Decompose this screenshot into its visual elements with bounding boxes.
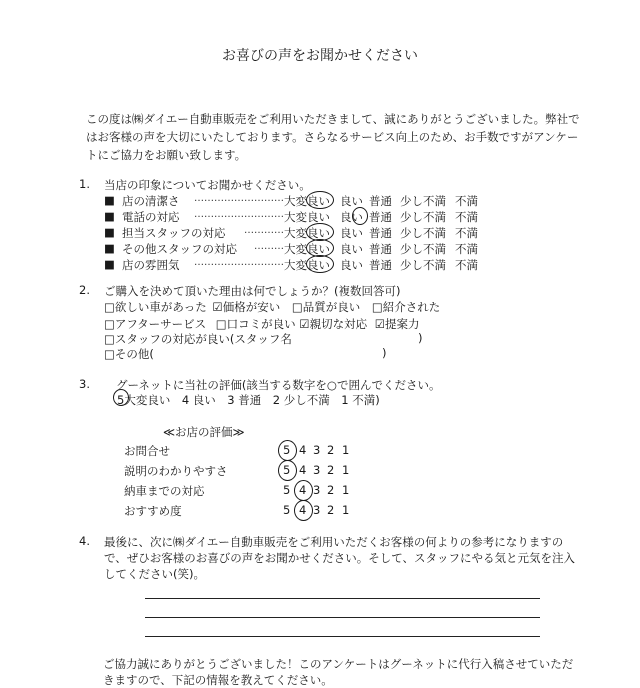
q3-rating-4[interactable]: 4 [299,463,307,477]
q1-option-4[interactable]: 不満 [455,242,478,256]
checkbox-want-car[interactable]: □ [104,300,115,314]
checkbox-good-quality[interactable]: □ [291,300,303,314]
q3-item-label: おすすめ度 [124,504,182,518]
q1-item-label: 担当スタッフの対応 [122,226,226,240]
intro-line-1: この度は㈱ダイエー自動車販売をご利用いただきまして、誠にありがとうございました。弊社で [86,112,580,126]
q2-other-row [104,346,154,362]
footer-line-1: ご協力誠にありがとうございました！このアンケートはグーネットに代行入稿させていただ [103,657,574,671]
q3-scale-circle [113,389,129,406]
q3-item-label: 納車までの対応 [124,484,205,498]
q1-option-0[interactable]: 大変良い [284,226,330,240]
q3-answer-circle [294,500,313,521]
q2-question: ご購入を決めて頂いた理由は何でしょうか？(複数回答可) [104,284,401,298]
q3-section-title: ≪お店の評価≫ [163,425,245,439]
q1-option-2[interactable]: 普通 [369,258,392,272]
checkbox-cheap-price[interactable]: ☑ [212,300,223,314]
q1-question: 当店の印象についてお聞かせください。 [104,178,311,192]
q3-rating-1[interactable]: 1 [342,463,350,477]
q1-option-3[interactable]: 少し不満 [400,194,446,208]
q1-option-4[interactable]: 不満 [455,226,478,240]
q3-scale: 5大変良い 4 良い 3 普通 2 少し不満 1 不満) [117,393,380,407]
q1-option-1[interactable]: 良い [340,210,363,224]
q1-item-label: 店の清潔さ [122,194,180,208]
answer-line-1[interactable] [145,598,540,599]
q1-bullet: ■ [104,193,115,207]
q1-bullet: ■ [104,209,115,223]
q3-rating-5[interactable]: 5 [283,443,291,457]
q1-option-3[interactable]: 少し不満 [400,242,446,256]
q1-option-2[interactable]: 普通 [369,194,392,208]
q3-answer-circle [278,460,297,481]
checkbox-other[interactable]: □ [104,347,115,361]
q1-option-3[interactable]: 少し不満 [400,210,446,224]
q3-rating-3[interactable]: 3 [313,503,321,517]
q1-item-label: 電話の対応 [122,210,180,224]
q1-option-0[interactable]: 大変良い [284,194,330,208]
option-reviews: 口コミが良い [226,317,296,331]
checkbox-kind-service[interactable]: ☑ [299,317,310,331]
q3-rating-1[interactable]: 1 [342,443,350,457]
q3-question: グーネットに当社の評価(該当する数字を○で囲んでください。 [116,378,441,392]
footer-line-2: きますので、下記の情報を教えてください。 [103,673,333,687]
q4-number: 4. [79,534,90,548]
q4-line-3: してください(笑)。 [104,567,205,581]
q1-option-2[interactable]: 普通 [369,226,392,240]
q3-rating-5[interactable]: 5 [283,463,291,477]
q3-rating-3[interactable]: 3 [313,463,321,477]
q1-answer-circle [306,255,334,273]
q2-option-row1 [104,299,440,315]
q2-other-close: ) [382,346,387,360]
q4-line-1: 最後に、次に㈱ダイエー自動車販売をご利用いただくお客様の何よりの参考になりますの [104,535,564,549]
q3-rating-5[interactable]: 5 [283,503,291,517]
page-title: お喜びの声をお聞かせください [222,48,418,64]
intro-line-3: トにご協力をお願い致します。 [86,148,247,162]
q3-answer-circle [278,440,297,461]
q3-rating-1[interactable]: 1 [342,503,350,517]
option-proposal: 提案力 [385,317,420,331]
q1-item-dots: ……………………… [194,257,284,268]
option-kind-service: 親切な対応 [309,317,368,331]
q1-item-dots: ……………………… [194,193,284,204]
q3-item-label: 説明のわかりやすさ [124,464,228,478]
q1-option-2[interactable]: 普通 [369,210,392,224]
q1-answer-circle [306,191,334,209]
checkbox-reviews[interactable]: □ [215,317,227,331]
q3-rating-2[interactable]: 2 [327,503,335,517]
q1-option-0[interactable]: 大変良い [284,242,330,256]
q1-item-dots: ………… [244,225,284,236]
option-referred: 紹介された [382,300,441,314]
answer-line-2[interactable] [145,617,540,618]
q3-rating-4[interactable]: 4 [299,503,307,517]
q3-rating-2[interactable]: 2 [327,463,335,477]
q3-rating-4[interactable]: 4 [299,443,307,457]
q3-item-label: お問合せ [124,444,170,458]
q2-number: 2. [79,283,90,297]
intro-line-2: はお客様の声を大切にいたしております。さらなるサービス向上のため、お手数ですがアンケー [86,130,579,144]
q1-item-dots: ……………………… [194,209,284,220]
q1-option-4[interactable]: 不満 [455,210,478,224]
q1-answer-circle [352,207,368,225]
option-staff: スタッフの対応が良い(スタッフ名 [114,332,292,346]
q1-option-4[interactable]: 不満 [455,258,478,272]
q3-rating-5[interactable]: 5 [283,483,291,497]
option-after-service: アフターサービス [114,317,207,331]
q1-bullet: ■ [104,257,115,271]
q1-item-dots: ……… [254,241,284,252]
option-other: その他( [114,347,154,361]
q1-option-0[interactable]: 大変良い [284,210,330,224]
q2-option-row2 [104,316,420,332]
q3-rating-2[interactable]: 2 [327,483,335,497]
q1-item-label: 店の雰囲気 [122,258,180,272]
option-good-quality: 品質が良い [302,300,361,314]
q3-rating-2[interactable]: 2 [327,443,335,457]
q1-option-2[interactable]: 普通 [369,242,392,256]
q4-line-2: で、ぜひお客様のお喜びの声をお聞かせください。そして、スタッフにやる気と元気を注入 [104,551,576,565]
q1-option-0[interactable]: 大変良い [284,258,330,272]
q2-staff-row [104,331,292,347]
q1-bullet: ■ [104,241,115,255]
q1-item-label: その他スタッフの対応 [122,242,237,256]
q3-answer-circle [294,480,313,501]
option-want-car: 欲しい車があった [114,300,207,314]
q1-option-4[interactable]: 不満 [455,194,478,208]
q3-rating-3[interactable]: 3 [313,443,321,457]
checkbox-referred[interactable]: □ [371,300,383,314]
q3-rating-3[interactable]: 3 [313,483,321,497]
q3-rating-1[interactable]: 1 [342,483,350,497]
q3-rating-4[interactable]: 4 [299,483,307,497]
q1-option-1[interactable]: 良い [340,258,363,272]
q1-option-3[interactable]: 少し不満 [400,226,446,240]
q1-option-1[interactable]: 良い [340,226,363,240]
q1-option-3[interactable]: 少し不満 [400,258,446,272]
answer-line-3[interactable] [145,636,540,637]
checkbox-staff[interactable]: □ [104,332,115,346]
q2-staff-close: ) [418,331,423,345]
option-cheap-price: 価格が安い [222,300,281,314]
q3-number: 3. [79,377,90,391]
q1-option-1[interactable]: 良い [340,242,363,256]
q1-bullet: ■ [104,225,115,239]
q1-option-1[interactable]: 良い [340,194,363,208]
q1-number: 1. [79,177,90,191]
checkbox-after-service[interactable]: □ [104,317,115,331]
checkbox-proposal[interactable]: ☑ [374,317,386,331]
